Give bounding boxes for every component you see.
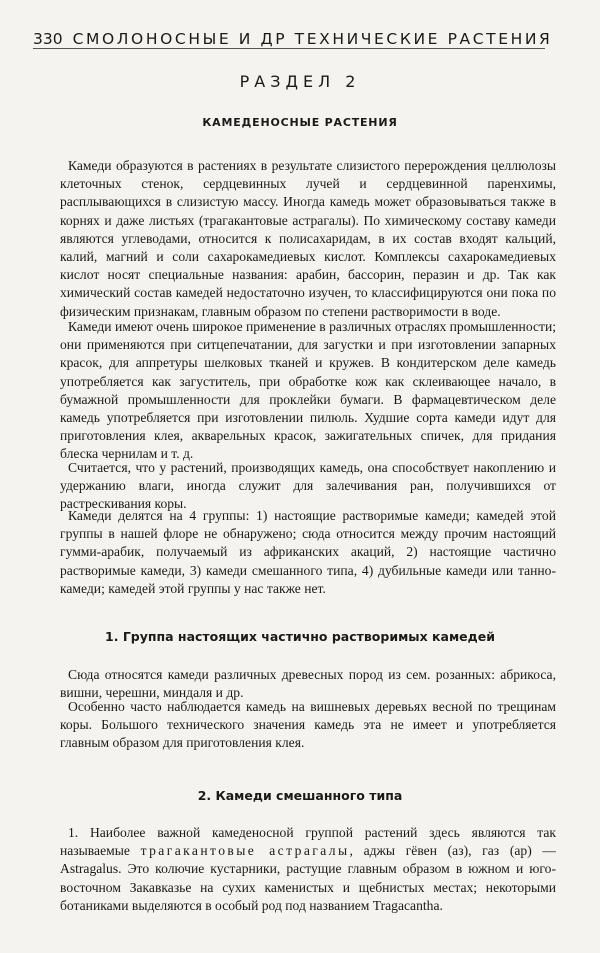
group-heading: 2. Камеди смешанного типа bbox=[197, 788, 403, 803]
paragraph: Камеди делятся на 4 группы: 1) настоящие растворимые камеди; камедей этой группы в нашей флоре не обнаружено; сюда относится между прочим настоящий гумми-арабик, получаемый из африканских акаций, 2) настоящие частично растворимые камеди, 3) камеди смешанного типа, 4) дубильные камеди или танно-камеди; камедей этой группы у нас также нет. bbox=[60, 508, 556, 596]
running-head bbox=[33, 30, 553, 48]
paragraph-text: , аджы гёвен (аз), газ (ар) — Astragalus. Это колючие кустарники, растущие главным образом в южном и юго-восточном Закавказье на сухих каменистых и щебнистых местах; некоторыми ботаниками выделяются в особый род под названием Tragacantha. bbox=[60, 843, 556, 913]
section-subtitle: КАМЕДЕНОСНЫЕ РАСТЕНИЯ bbox=[202, 116, 398, 129]
paragraph: Особенно часто наблюдается камедь на вишневых деревьях весной по трещинам коры. Большого технического значения камедь эта не имеет и употребляется главным образом для приготовления клея. bbox=[60, 699, 556, 751]
header-rule bbox=[33, 48, 545, 49]
running-head-title: СМОЛОНОСНЫЕ И ДР ТЕХНИЧЕСКИЕ РАСТЕНИЯ bbox=[72, 30, 553, 48]
spaced-term: трагакантовые астрагалы bbox=[140, 843, 350, 859]
paragraph-text: 1. Наиболее важной камеденосной группой растений здесь являются так называемые bbox=[60, 825, 556, 859]
page-number: 330 bbox=[33, 30, 63, 48]
section-title: РАЗДЕЛ 2 bbox=[239, 72, 361, 91]
paragraph: Считается, что у растений, производящих камедь, она способствует накоплению и удержанию влаги, иногда служит для залечивания ран, получившихся от растрескивания коры. bbox=[60, 460, 556, 512]
group-heading: 1. Группа настоящих частично растворимых камедей bbox=[105, 629, 495, 644]
paragraph: Сюда относятся камеди различных древесных пород из сем. розанных: абрикоса, вишни, черешни, миндаля и др. bbox=[60, 667, 556, 701]
paragraph bbox=[60, 824, 556, 915]
paragraph: Камеди образуются в растениях в результате слизистого перерождения целлюлозы клеточных стенок, сердцевинных лучей и сердцевинной паренхимы, расплывающихся в слизистую массу. Иногда камедь может образовываться также в корнях и даже листьях (трагакантовые астрагалы). По химическому составу камеди являются углеводами, относится к полисахаридам, в их состав входят кальций, калий, магний и соли сахарокамедиевых кислот. Комплексы сахарокамедиевых кислот носят специальные названия: арабин, бассорин, перазин и др. Так как химический состав камедей недостаточно изучен, то классифицируются они пока по физическим признакам, главным образом по степени растворимости в воде. bbox=[60, 158, 556, 319]
paragraph: Камеди имеют очень широкое применение в различных отраслях промышленности; они применяются при ситцепечатании, для загустки и при изготовлении запарных красок, для аппретуры шелковых тканей и кружев. В кондитерском деле камедь употребляется как загуститель, при обработке кож как склеивающее начало, в бумажной промышленности для проклейки бумаги. В фармацевтическом деле камедь употребляется при изготовлении пилюль. Худшие сорта камеди идут для приготовления клея, акварельных красок, зажигательных спичек, для придания блеска чернилам и т. д. bbox=[60, 319, 556, 462]
